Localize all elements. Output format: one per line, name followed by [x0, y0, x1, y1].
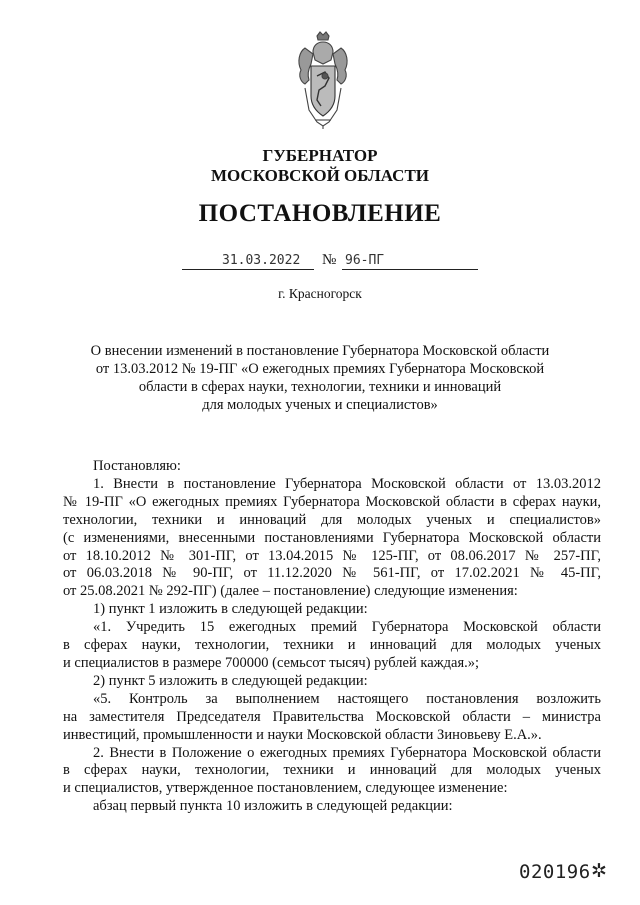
document-subject	[70, 342, 570, 414]
body-line: технологии, техники и инноваций для молодых ученых и специалистов»	[63, 511, 601, 528]
body-line: «5. Контроль за выполнением настоящего постановления возложить	[93, 690, 601, 707]
document-body	[63, 458, 601, 816]
document-number: 96-ПГ	[345, 253, 385, 268]
subject-line: для молодых ученых и специалистов»	[202, 397, 438, 413]
date-number-line	[0, 253, 640, 273]
body-line: от 25.08.2021 № 292-ПГ) (далее – постановление) следующие изменения:	[63, 583, 518, 600]
subject-line: О внесении изменений в постановление Губернатора Московской области	[90, 343, 550, 359]
body-line: инвестиций, промышленности и науки Московской области Зиновьеву Е.А.».	[63, 726, 542, 743]
issuer-title-line2: МОСКОВСКОЙ ОБЛАСТИ	[210, 166, 430, 185]
body-line: в сферах науки, технологии, техники и инноваций для молодых ученых	[63, 762, 601, 779]
body-line: и специалистов, утвержденное постановлением, следующее изменение:	[63, 780, 508, 797]
body-line: «1. Учредить 15 ежегодных премий Губернатора Московской области	[93, 619, 601, 636]
place-of-issue: г. Красногорск	[278, 286, 362, 301]
body-line: от 18.10.2012 № 301-ПГ, от 13.04.2015 № 125-ПГ, от 08.06.2017 № 257-ПГ,	[63, 547, 601, 564]
body-line: на заместителя Председателя Правительства Московской области – министра	[63, 708, 601, 725]
body-line: 2) пункт 5 изложить в следующей редакции:	[93, 672, 368, 689]
number-underline	[342, 269, 478, 270]
document-type-title: ПОСТАНОВЛЕНИЕ	[198, 200, 442, 227]
subject-line: области в сферах науки, технологии, техники и инноваций	[138, 379, 502, 395]
body-line: Постановляю:	[93, 458, 181, 474]
body-line: и специалистов в размере 700000 (семьсот тысяч) рублей каждая.»;	[63, 654, 480, 671]
blank-serial-number: 020196	[519, 861, 591, 883]
body-line: 2. Внести в Положение о ежегодных премиях Губернатора Московской области	[93, 744, 601, 761]
body-line: № 19-ПГ «О ежегодных премиях Губернатора Московской области в сферах науки,	[63, 493, 601, 510]
body-line: 1) пункт 1 изложить в следующей редакции:	[93, 601, 368, 618]
body-line: 1. Внести в постановление Губернатора Московской области от 13.03.2012	[93, 475, 601, 492]
serial-star-mark: ✲	[591, 861, 607, 882]
issuer-title-line1: ГУБЕРНАТОР	[262, 146, 378, 165]
body-line: в сферах науки, технологии, техники и инноваций для молодых ученых	[63, 637, 601, 654]
date-underline	[182, 269, 314, 270]
body-line: абзац первый пункта 10 изложить в следующей редакции:	[93, 798, 453, 815]
number-sign: №	[322, 252, 337, 268]
document-date: 31.03.2022	[222, 253, 301, 268]
body-line: от 06.03.2018 № 90-ПГ, от 11.12.2020 № 561-ПГ, от 17.02.2021 № 45-ПГ,	[63, 565, 601, 582]
coat-of-arms-emblem	[295, 30, 351, 130]
subject-line: от 13.03.2012 № 19-ПГ «О ежегодных премиях Губернатора Московской	[95, 361, 545, 377]
body-line: (с изменениями, внесенными постановлениями Губернатора Московской области	[63, 529, 601, 546]
